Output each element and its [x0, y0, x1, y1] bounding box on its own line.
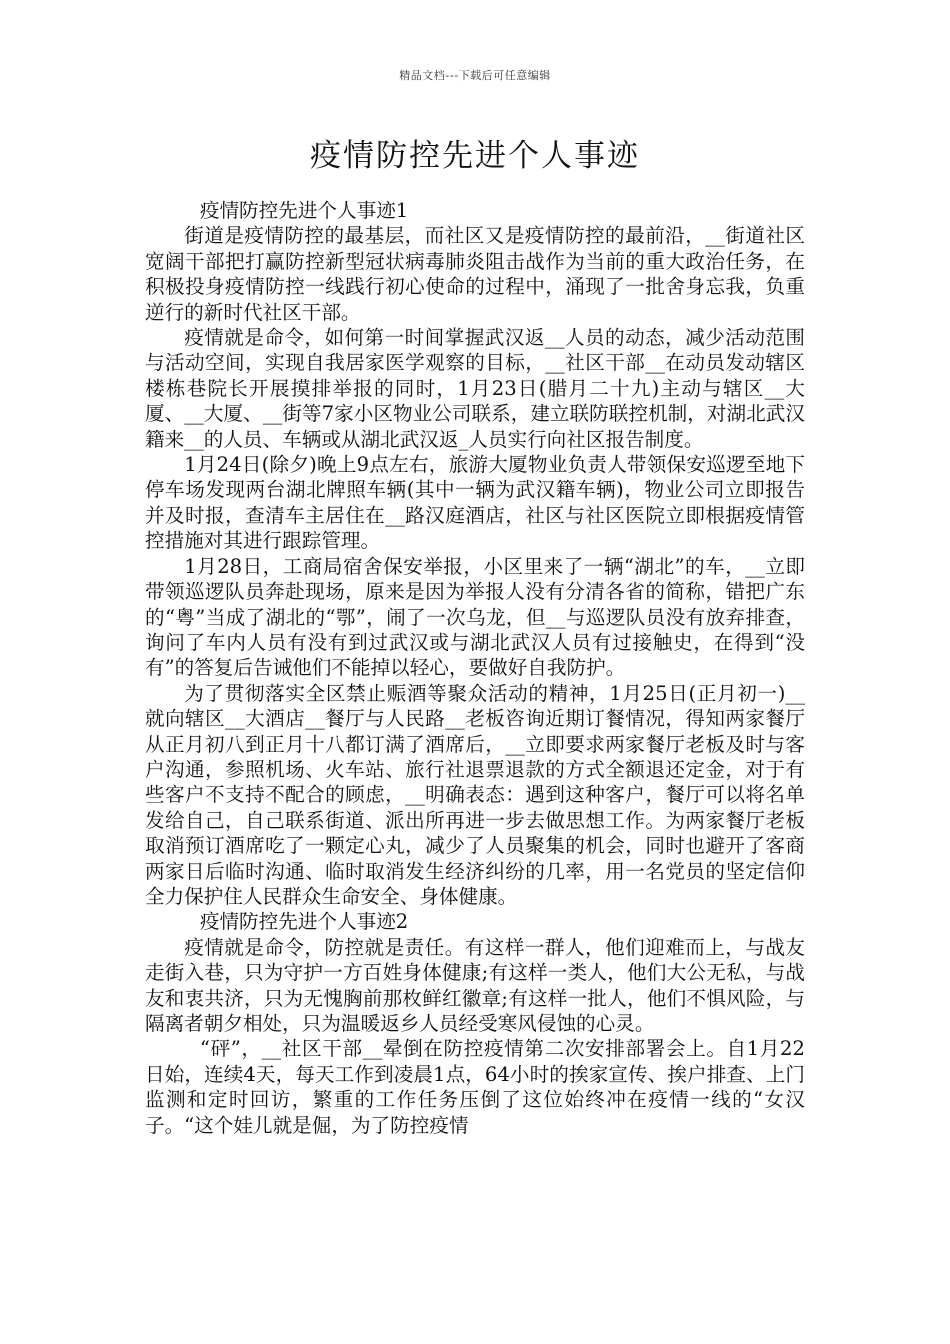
paragraph: 为了贯彻落实全区禁止赈酒等聚众活动的精神，1月25日(正月初一)__就向辖区__大酒店__餐厅与人民路__老板咨询近期订餐情况，得知两家餐厅从正月初八到正月十八都订满了酒席后，__立即要求两家餐厅老板及时与客户沟通，参照机场、火车站、旅行社退票退款的方式全额退还定金，对于有些客户不支持不配合的顾虑，__明确表态：遇到这种客户，餐厅可以将名单发给自己，自己联系街道、派出所再进一步去做思想工作。为两家餐厅老板取消预订酒席吃了一颗定心丸，减少了人员聚集的机会，同时也避开了客商两家日后临时沟通、临时取消发生经济纠纷的几率，用一名党员的坚定信仰全力保护住人民群众生命安全、身体健康。	[145, 681, 805, 908]
document-body	[145, 198, 805, 1138]
paragraph: 街道是疫情防控的最基层，而社区又是疫情防控的最前沿，__街道社区宽阔干部把打赢防控新型冠状病毒肺炎阻击战作为当前的重大政治任务，在积极投身疫情防控一线践行初心使命的过程中，涌现了一批舍身忘我，负重逆行的新时代社区干部。	[145, 224, 805, 324]
paragraph: 疫情就是命令，如何第一时间掌握武汉返__人员的动态，减少活动范围与活动空间，实现自我居家医学观察的目标，__社区干部__在动员发动辖区楼栋巷院长开展摸排举报的同时，1月23日(腊月二十九)主动与辖区__大厦、__大厦、__街等7家小区物业公司联系，建立联防联控机制，对湖北武汉籍来__的人员、车辆或从湖北武汉返_人员实行向社区报告制度。	[145, 326, 805, 451]
section-heading-2: 疫情防控先进个人事迹2	[199, 910, 409, 934]
section-heading-1: 疫情防控先进个人事迹1	[199, 199, 409, 222]
paragraph: 1月24日(除夕)晚上9点左右，旅游大厦物业负责人带领保安巡逻至地下停车场发现两台湖北牌照车辆(其中一辆为武汉籍车辆)，物业公司立即报告并及时报，查清车主居住在__路汉庭酒店，社区与社区医院立即根据疫情管控措施对其进行跟踪管理。	[145, 453, 805, 553]
paragraph: 1月28日，工商局宿舍保安举报，小区里来了一辆“湖北”的车，__立即带领巡逻队员奔赴现场，原来是因为举报人没有分清各省的简称，错把广东的“粤”当成了湖北的“鄂”，闹了一次乌龙，但__与巡逻队员没有放弃排查，询问了车内人员有没有到过武汉或与湖北武汉人员有过接触史，在得到“没有”的答复后告诫他们不能掉以轻心，要做好自我防护。	[145, 554, 805, 680]
paragraph: “砰”，__社区干部__晕倒在防控疫情第二次安排部署会上。自1月22日始，连续4天，每天工作到凌晨1点，64小时的挨家宣传、挨户排查、上门监测和定时回访，繁重的工作任务压倒了这位始终冲在疫情一线的“女汉子。“这个娃儿就是倔，为了防控疫情	[145, 1037, 805, 1137]
paragraph: 疫情就是命令，防控就是责任。有这样一群人，他们迎难而上，与战友走街入巷，只为守护一方百姓身体健康;有这样一类人，他们大公无私，与战友和衷共济，只为无愧胸前那枚鲜红徽章;有这样一批人，他们不惧风险，与隔离者朝夕相处，只为温暖返乡人员经受寒风侵蚀的心灵。	[145, 935, 805, 1035]
page-header-note: 精品文档---下载后可任意编辑	[399, 69, 551, 82]
document-title: 疫情防控先进个人事迹	[310, 138, 640, 174]
